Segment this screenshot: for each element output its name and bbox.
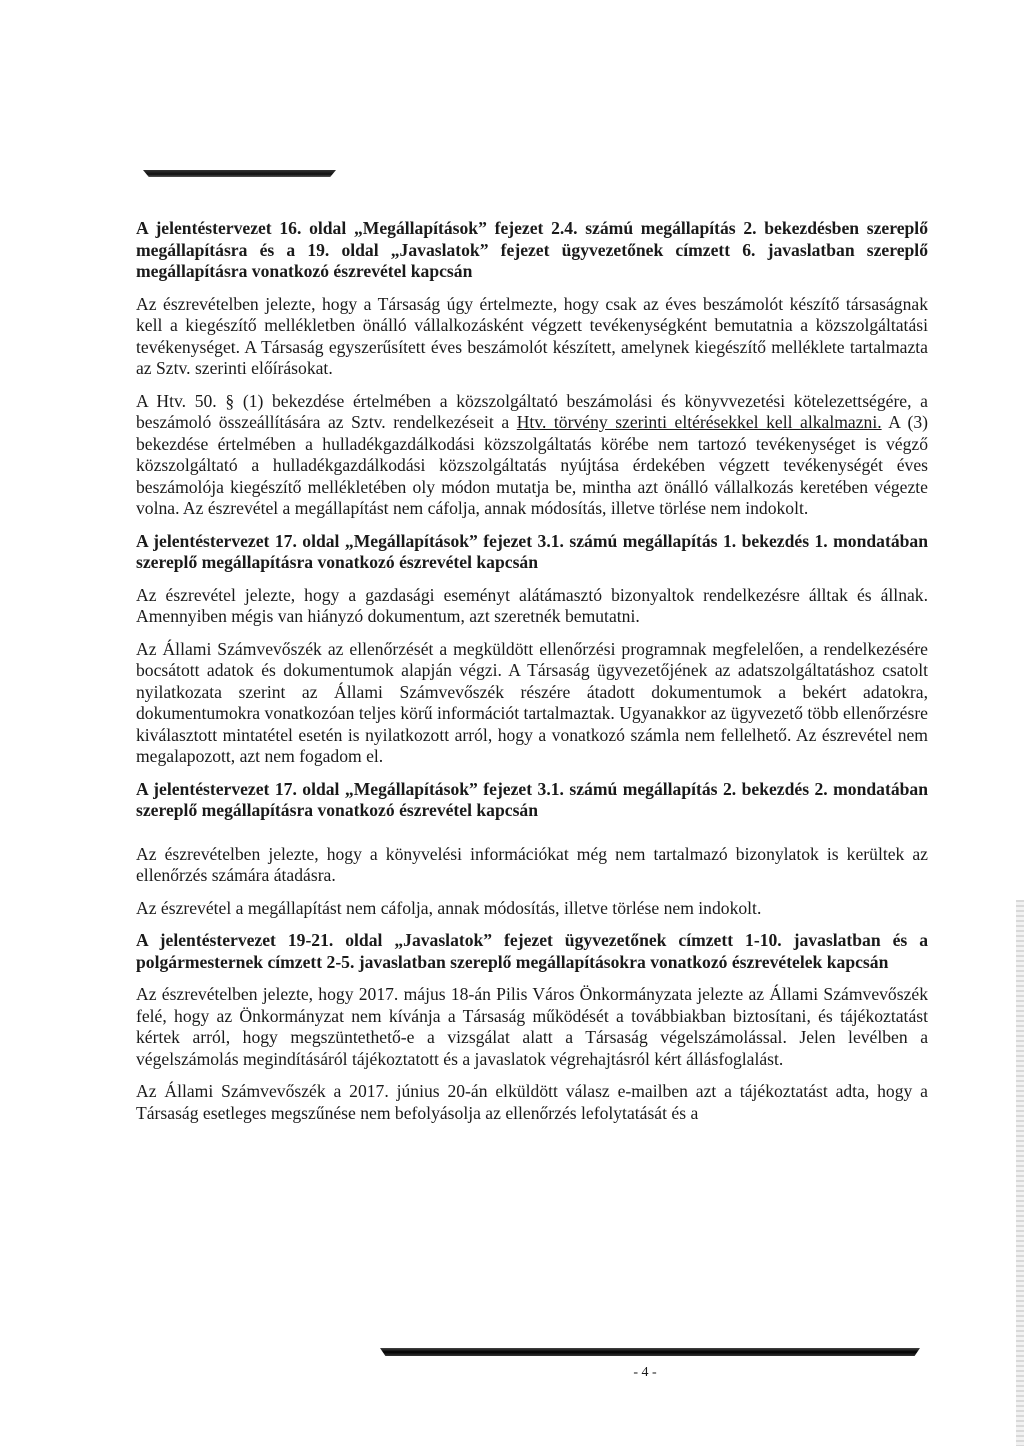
section-heading-3: A jelentéstervezet 17. oldal „Megállapítások” fejezet 3.1. számú megállapítás 2. bekezdés 2. mondatában szereplő megállapításra vonatkozó észrevétel kapcsán	[136, 778, 928, 820]
paragraph: Az észrevételben jelezte, hogy a könyvelési információkat még nem tartalmazó bizonylatok is kerültek az ellenőrzés számára átadásra.	[136, 843, 928, 885]
paragraph: Az Állami Számvevőszék a 2017. június 20-án elküldött válasz e-mailben azt a tájékoztatást adta, hogy a Társaság esetleges megszűnése nem befolyásolja az ellenőrzés lefolytatását és a	[136, 1081, 928, 1123]
bottom-decorative-rule	[380, 1348, 920, 1356]
document-body	[136, 218, 928, 1124]
paragraph: Az észrevétel jelezte, hogy a gazdasági eseményt alátámasztó bizonyaltok rendelkezésre álltak és állnak. Amennyiben mégis van hiányzó dokumentum, azt szeretnék bemutatni.	[136, 584, 928, 626]
paragraph-text: A (3) bekezdése értelmében a hulladékgazdálkodási közszolgáltatás körébe nem tartozó tevékenységet is végző közszolgáltató a hulladékgazdálkodási közszolgáltatás nyújtása érdekében végzett tevékenységét éves beszámolója kiegészítő mellékletében oly módon mutatja be, mintha azt önálló vállalkozás keretében végezte volna. Az észrevétel a megállapítást nem cáfolja, annak módosítás, illetve törlése nem indokolt.	[136, 412, 929, 518]
page-number: - 4 -	[633, 1365, 657, 1380]
paragraph-text: A Htv. 50. § (1) bekezdése értelmében a közszolgáltató beszámolási és könyvvezetési kötelezettségére, a beszámoló összeállítására az Sztv. rendelkezéseit a	[136, 390, 928, 432]
section-heading-1: A jelentéstervezet 16. oldal „Megállapítások” fejezet 2.4. számú megállapítás 2. bekezdésben szereplő megállapításra és a 19. oldal „Javaslatok” fejezet ügyvezetőnek címzett 6. javaslatban szereplő megállapításra vonatkozó észrevétel kapcsán	[136, 218, 928, 281]
paragraph-htv	[136, 391, 928, 520]
section-heading-4: A jelentéstervezet 19-21. oldal „Javaslatok” fejezet ügyvezetőnek címzett 1-10. javaslatban és a polgármesternek címzett 2-5. javaslatban szereplő megállapításokra vonatkozó észrevételek kapcsán	[136, 930, 928, 972]
paragraph: Az Állami Számvevőszék az ellenőrzését a megküldött ellenőrzési programnak megfelelően, a rendelkezésére bocsátott adatok és dokumentumok alapján végzi. A Társaság ügyvezetőjének az adatszolgáltatáshoz csatolt nyilatkozata szerint az Állami Számvevőszék részére átadott dokumentumok a bekért adatokra, dokumentumokra vonatkozóan teljes körű információt tartalmaztak. Ugyanakkor az ügyvezető több ellenőrzésre kiválasztott mintatétel esetén is nyilatkozott arról, hogy a vonatkozó számla nem fellelhető. Az észrevétel nem megalapozott, azt nem fogadom el.	[136, 638, 928, 766]
paragraph: Az észrevétel a megállapítást nem cáfolja, annak módosítás, illetve törlése nem indokolt.	[136, 897, 762, 918]
top-decorative-rule	[143, 170, 336, 177]
underlined-text: Htv. törvény szerinti eltérésekkel kell alkalmazni.	[516, 412, 882, 432]
paragraph: Az észrevételben jelezte, hogy 2017. május 18-án Pilis Város Önkormányzata jelezte az Állami Számvevőszék felé, hogy az Önkormányzat nem kívánja a Társaság működését a továbbiakban biztosítani, és tájékoztatást kértek arról, hogy megszüntethető-e a vizsgálat alatt a Társaság végelszámolással. Jelen levélben a végelszámolás megindításáról tájékoztatott és a javaslatok végrehajtásról kért állásfoglalást.	[136, 984, 928, 1069]
section-heading-2: A jelentéstervezet 17. oldal „Megállapítások” fejezet 3.1. számú megállapítás 1. bekezdés 1. mondatában szereplő megállapításra vonatkozó észrevétel kapcsán	[136, 530, 928, 572]
scan-edge-artifact	[1016, 900, 1024, 1446]
paragraph: Az észrevételben jelezte, hogy a Társaság úgy értelmezte, hogy csak az éves beszámolót készítő társaságnak kell a kiegészítő mellékletben önálló vállalkozásként végzett tevékenységként bemutatnia a közszolgáltatási tevékenységet. A Társaság egyszerűsített éves beszámolót készített, amelynek kiegészítő melléklete tartalmazta az Sztv. szerinti előírásokat.	[136, 293, 928, 378]
